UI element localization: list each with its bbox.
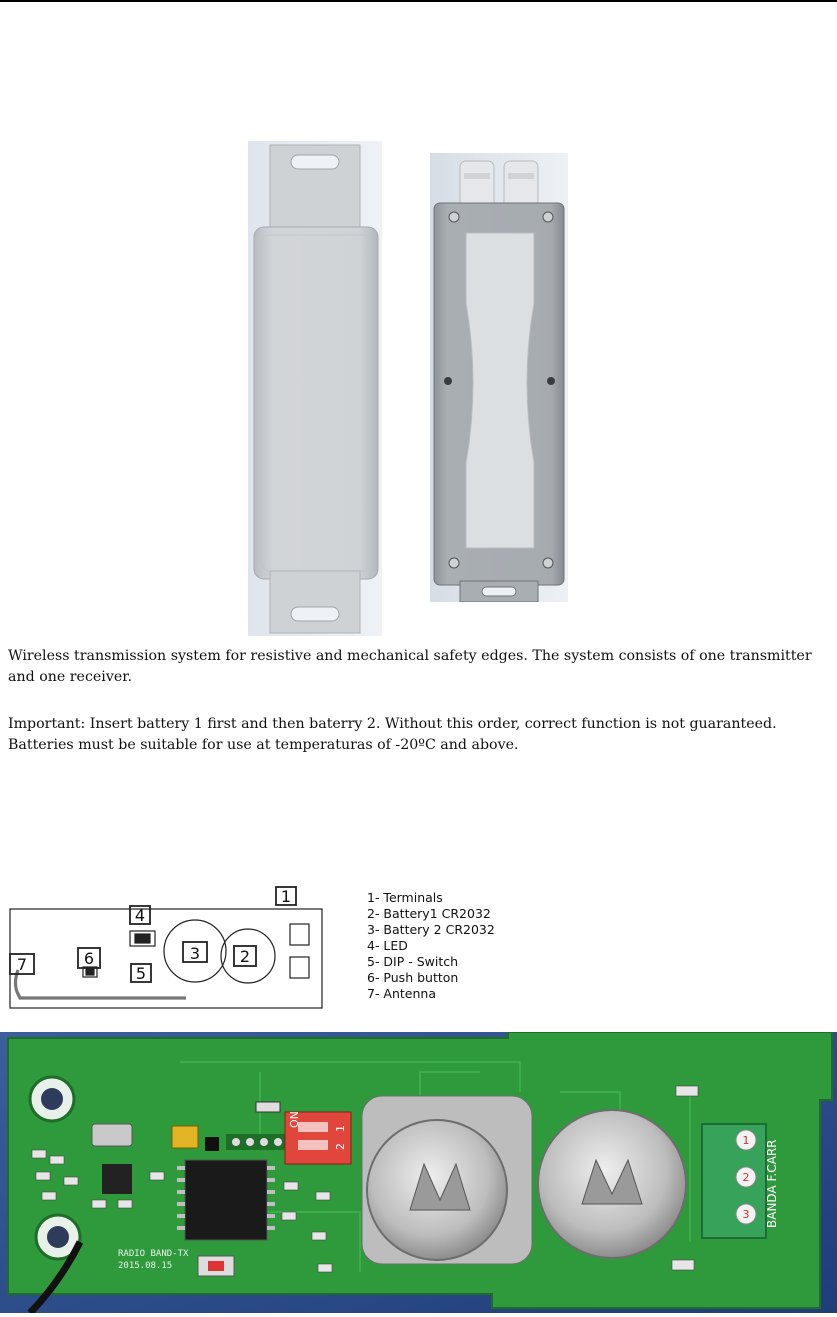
callout-2: 2 bbox=[239, 947, 251, 966]
dip-2-label: 2 bbox=[334, 1143, 347, 1150]
terminal-block-label: BANDA F.CARR bbox=[765, 1139, 779, 1228]
board-date: 2015.08.15 bbox=[118, 1261, 173, 1271]
transmitter-photo bbox=[248, 141, 382, 636]
legend-item: 2- Battery1 CR2032 bbox=[367, 906, 491, 921]
terminal-1-label: 1 bbox=[742, 1134, 750, 1147]
callout-5: 5 bbox=[135, 964, 147, 983]
board-schematic bbox=[8, 884, 326, 1026]
receiver-photo bbox=[430, 153, 568, 602]
legend-item: 7- Antenna bbox=[367, 986, 437, 1001]
important-note-paragraph: Important: Insert battery 1 first and then baterry 2. Without this order, correct function is not guaranteed. Batteries must be suitable for use at temperaturas of -20ºC and above. bbox=[8, 716, 777, 753]
legend-item: 6- Push button bbox=[367, 970, 459, 985]
component-legend bbox=[367, 890, 495, 1002]
legend-item: 4- LED bbox=[367, 938, 408, 953]
board-marking: RADIO BAND-TX bbox=[118, 1249, 189, 1259]
legend-item: 5- DIP - Switch bbox=[367, 954, 459, 969]
description-paragraph: Wireless transmission system for resistive and mechanical safety edges. The system consists of one transmitter and one receiver. bbox=[8, 648, 812, 685]
callout-7: 7 bbox=[16, 955, 28, 974]
terminal-2-label: 2 bbox=[742, 1171, 750, 1184]
callout-4: 4 bbox=[134, 906, 146, 925]
callout-1: 1 bbox=[280, 887, 292, 906]
terminal-3-label: 3 bbox=[742, 1208, 750, 1221]
dip-on-label: ON bbox=[288, 1111, 301, 1128]
legend-item: 1- Terminals bbox=[367, 890, 443, 905]
dip-1-label: 1 bbox=[334, 1125, 347, 1132]
callout-6: 6 bbox=[83, 949, 95, 968]
pcb-photo bbox=[0, 1032, 837, 1313]
header-rule bbox=[0, 0, 837, 2]
callout-3: 3 bbox=[189, 944, 201, 963]
legend-item: 3- Battery 2 CR2032 bbox=[367, 922, 495, 937]
